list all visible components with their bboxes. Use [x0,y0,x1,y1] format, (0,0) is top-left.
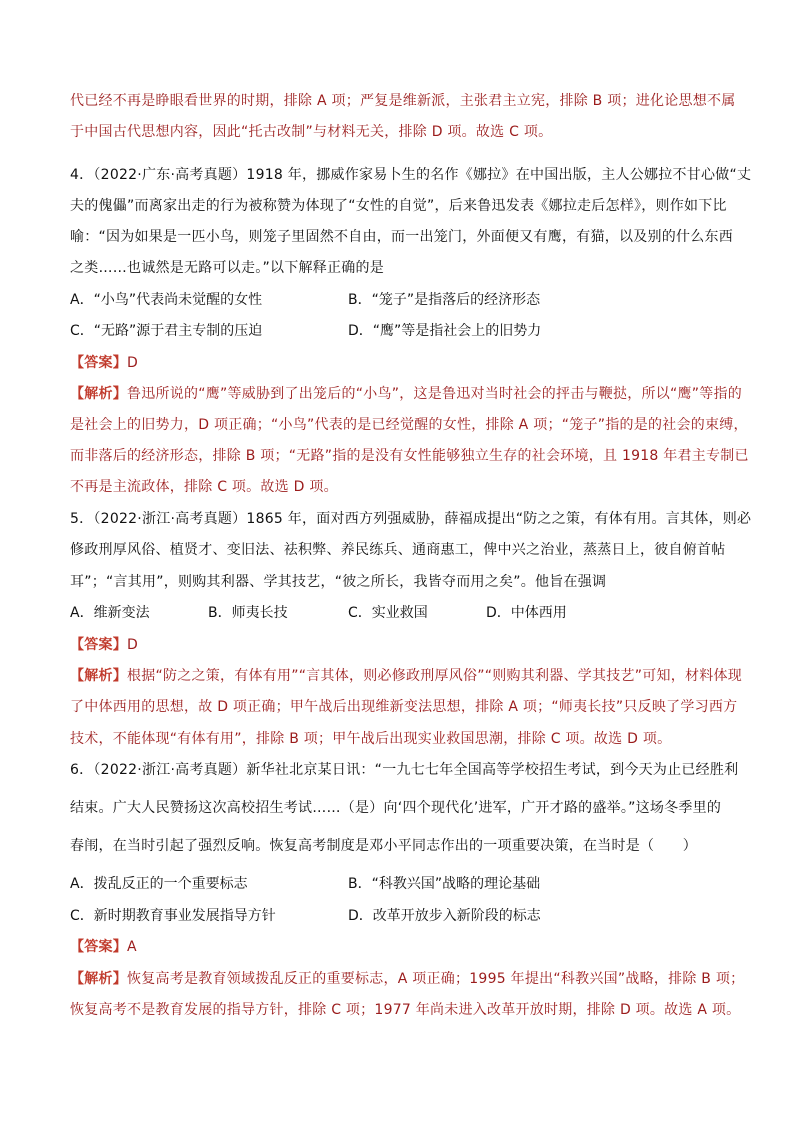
q4-option-a: A．“小鸟”代表尚未觉醒的女性 [70,292,263,308]
analysis-text: 鲁迅所说的“鹰”等威胁到了出笼后的“小鸟”，这是鲁迅对当时社会的抨击与鞭挞，所以“鹰”等指的 [127,386,743,402]
answer-value: A [127,939,137,955]
q3-analysis-line-1: 代已经不再是睁眼看世界的时期，排除 A 项；严复是维新派，主张君主立宪，排除 B 项；进化论思想不属 [70,93,736,109]
q6-option-c: C．新时期教育事业发展指导方针 [70,908,276,924]
q5-analysis-line-1 [70,667,743,685]
q4-analysis-line-4: 不再是主流政体，排除 C 项。故选 D 项。 [70,479,338,495]
q4-option-d: D．“鹰”等是指社会上的旧势力 [348,323,542,339]
q5-analysis-line-3: 技术，不能体现“有体有用”，排除 B 项；甲午战后出现实业救国思潮，排除 C 项。故选 D 项。 [70,731,672,747]
q4-stem-line-2: 夫的傀儡”而离家出走的行为被称赞为体现了“女性的自觉”，后来鲁迅发表《娜拉走后怎样》，则作如下比 [70,198,727,214]
q4-stem-line-1: 4．（2022·广东·高考真题）1918 年，挪威作家易卜生的名作《娜拉》在中国出版，主人公娜拉不甘心做“丈 [70,167,752,183]
q5-option-d: D．中体西用 [486,605,567,621]
q5-stem-line-3: 耳”；“言其用”，则购其利器、学其技艺，“彼之所长，我皆夺而用之矣”。他旨在强调 [70,574,607,590]
analysis-text: 根据“防之之策，有体有用”“言其体，则必修政刑厚风俗”“则购其利器、学其技艺”可知，材料体现 [127,668,743,684]
answer-tag: 【答案】 [70,637,127,653]
q4-stem-line-4: 之类……也诚然是无路可以走。”以下解释正确的是 [70,260,385,276]
q4-answer [70,354,730,372]
q6-analysis-line-1 [70,970,745,988]
q5-option-a: A．维新变法 [70,605,150,621]
q5-option-c: C．实业救国 [348,605,428,621]
q5-stem-line-1: 5．（2022·浙江·高考真题）1865 年，面对西方列强威胁，薛福成提出“防之之策，有体有用。言其体，则必 [70,511,752,527]
answer-tag: 【答案】 [70,355,127,371]
q5-analysis-line-2: 了中体西用的思想，故 D 项正确；甲午战后出现维新变法思想，排除 A 项；“师夷长技”只反映了学习西方 [70,699,738,715]
q5-option-b: B．师夷长技 [208,605,288,621]
q6-stem-line-2: 结束。广大人民赞扬这次高校招生考试……（是）向‘四个现代化’进军，广开才路的盛举。”这场冬季里的 [70,800,722,816]
q6-stem-line-1: 6．（2022·浙江·高考真题）新华社北京某日讯：“一九七七年全国高等学校招生考试，到今天为止已经胜利 [70,762,739,778]
answer-tag: 【答案】 [70,939,127,955]
q5-stem-line-2: 修政刑厚风俗、植贤才、变旧法、祛积弊、养民练兵、通商惠工，俾中兴之治业，蒸蒸日上，彼自俯首帖 [70,542,726,558]
q4-stem-line-3: 喻：“因为如果是一匹小鸟，则笼子里固然不自由，而一出笼门，外面便又有鹰，有猫，以及别的什么东西 [70,229,734,245]
q5-answer [70,636,730,654]
q6-option-d: D．改革开放步入新阶段的标志 [348,908,541,924]
analysis-tag: 【解析】 [70,668,127,684]
answer-value: D [127,637,139,653]
analysis-text: 恢复高考是教育领域拨乱反正的重要标志，A 项正确；1995 年提出“科教兴国”战略，排除 B 项； [127,971,745,987]
q6-answer [70,938,730,956]
q4-analysis-line-1 [70,385,743,403]
q6-option-b: B．“科教兴国”战略的理论基础 [348,876,541,892]
answer-value: D [127,355,139,371]
q4-option-b: B．“笼子”是指落后的经济形态 [348,292,541,308]
q6-analysis-line-2: 恢复高考不是教育发展的指导方针，排除 C 项；1977 年尚未进入改革开放时期，排除 D 项。故选 A 项。 [70,1002,741,1018]
analysis-tag: 【解析】 [70,386,127,402]
q4-option-c: C．“无路”源于君主专制的压迫 [70,323,263,339]
q3-analysis-line-2: 于中国古代思想内容，因此“托古改制”与材料无关，排除 D 项。故选 C 项。 [70,124,553,140]
q4-analysis-line-3: 而非落后的经济形态，排除 B 项；“无路”指的是没有女性能够独立生存的社会环境，且 1918 年君主专制已 [70,448,749,464]
q6-option-a: A．拨乱反正的一个重要标志 [70,876,248,892]
analysis-tag: 【解析】 [70,971,127,987]
q6-stem-line-3: 春闱，在当时引起了强烈反响。恢复高考制度是邓小平同志作出的一项重要决策，在当时是（ ） [70,838,697,854]
q4-analysis-line-2: 是社会上的旧势力，D 项正确；“小鸟”代表的是已经觉醒的女性，排除 A 项；“笼子”指的是的社会的束缚， [70,417,748,433]
